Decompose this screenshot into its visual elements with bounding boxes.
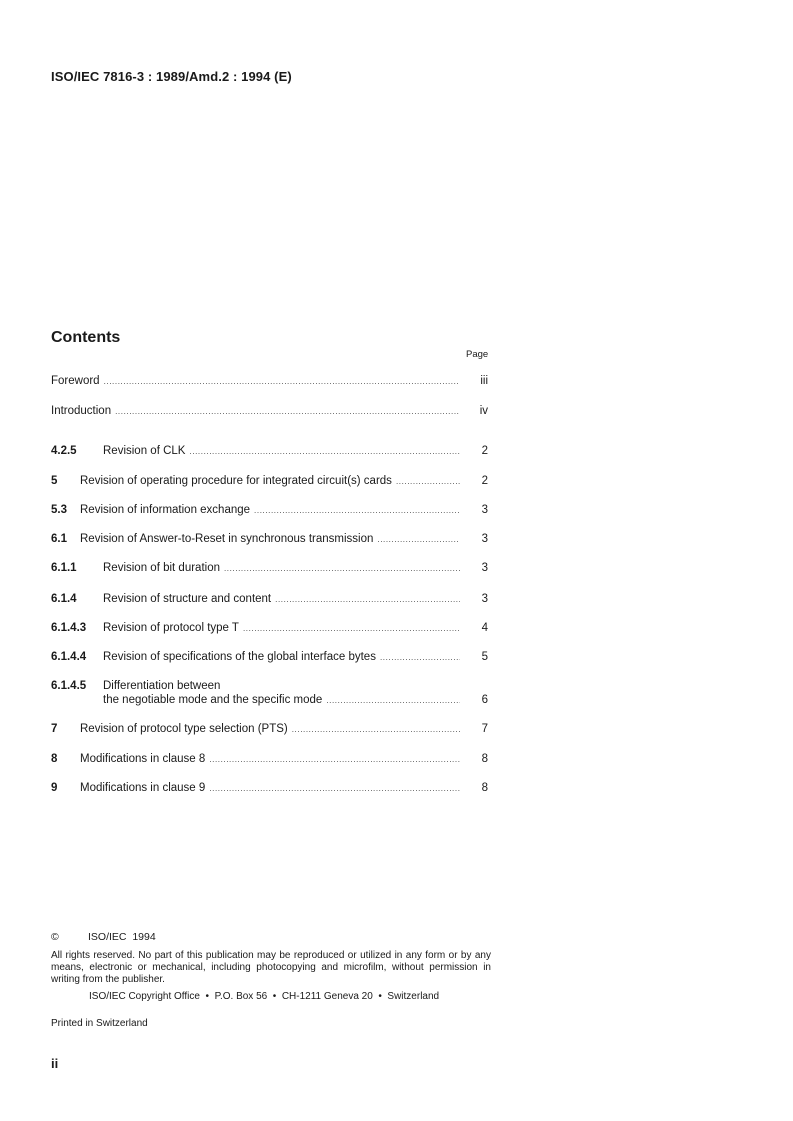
toc-number: 5.3 [51,504,67,516]
toc-page: 3 [481,562,488,574]
leader-dots [396,475,460,489]
leader-dots [326,694,460,708]
toc-number: 4.2.5 [51,445,77,457]
toc-title: Differentiation between [103,680,221,692]
page-column-label: Page [466,349,489,360]
leader-dots [224,562,460,576]
toc-title: Revision of protocol type T [103,622,239,634]
leader-dots [209,753,460,767]
toc-entry-introduction[interactable] [51,404,488,419]
page-number: ii [51,1056,59,1071]
toc-number: 6.1.4 [51,593,77,605]
toc-page: 8 [481,782,488,794]
document-identifier: ISO/IEC 7816-3 : 1989/Amd.2 : 1994 (E) [51,69,292,84]
toc-page: iii [480,375,488,387]
toc-title: Modifications in clause 9 [80,782,206,794]
leader-dots [209,782,460,796]
toc-number: 6.1.4.5 [51,680,87,692]
toc-title: Revision of operating procedure for integrated circuit(s) cards [80,475,392,487]
leader-dots [243,622,460,636]
toc-entry-6-1-4-4[interactable] [51,650,488,665]
rights-statement: All rights reserved. No part of this publication may be reproduced or utilized in any form or by any means, electronic or mechanical, including photocopying and microfilm, without permission in writing from the publisher. [51,950,491,985]
toc-title: Revision of protocol type selection (PTS) [80,723,288,735]
leader-dots [380,651,460,665]
toc-page: 2 [481,475,488,487]
toc-page: 6 [481,694,488,706]
copyright-office-address: ISO/IEC Copyright Office • P.O. Box 56 • CH-1211 Geneva 20 • Switzerland [89,991,440,1002]
toc-number: 6.1.1 [51,562,77,574]
printed-in: Printed in Switzerland [51,1018,148,1029]
toc-page: 2 [481,445,488,457]
toc-title: Revision of specifications of the global interface bytes [103,651,376,663]
leader-dots [275,593,460,607]
toc-entry-4-2-5[interactable] [51,444,488,459]
copyright-line [51,931,156,943]
toc-number: 6.1.4.3 [51,622,87,634]
toc-page: 7 [481,723,488,735]
toc-entry-5[interactable] [51,474,488,489]
toc-entry-foreword[interactable] [51,374,488,389]
leader-dots [189,445,460,459]
toc-entry-6-1-1[interactable] [51,561,488,576]
toc-entry-8[interactable] [51,752,488,767]
contents-heading: Contents [51,329,121,346]
toc-entry-6-1-4-3[interactable] [51,621,488,636]
toc-number: 9 [51,782,58,794]
toc-page: iv [479,405,488,417]
toc-page: 4 [481,622,488,634]
toc-entry-6-1[interactable] [51,532,488,547]
toc-title: Modifications in clause 8 [80,753,206,765]
leader-dots [254,504,460,518]
leader-dots [104,375,460,389]
toc-title: Foreword [51,375,100,387]
toc-number: 5 [51,475,58,487]
toc-title: Revision of information exchange [80,504,251,516]
toc-title: Revision of Answer-to-Reset in synchronous transmission [80,533,374,545]
toc-page: 8 [481,753,488,765]
toc-title-continued: the negotiable mode and the specific mode [103,694,323,706]
leader-dots [377,533,460,547]
toc-number: 7 [51,723,58,735]
copyright-symbol: © [51,931,59,943]
toc-entry-6-1-4[interactable] [51,592,488,607]
toc-page: 5 [481,651,488,663]
toc-title: Introduction [51,405,112,417]
toc-number: 6.1 [51,533,67,545]
toc-title: Revision of CLK [103,445,186,457]
toc-number: 8 [51,753,58,765]
leader-dots [292,723,460,737]
toc-entry-7[interactable] [51,722,488,737]
toc-page: 3 [481,533,488,545]
toc-page: 3 [481,504,488,516]
leader-dots [115,405,460,419]
toc-title: Revision of bit duration [103,562,220,574]
copyright-holder: ISO/IEC 1994 [88,931,156,943]
toc-entry-6-1-4-5[interactable] [51,679,488,708]
toc-number: 6.1.4.4 [51,651,87,663]
toc-entry-9[interactable] [51,781,488,796]
toc-title: Revision of structure and content [103,593,272,605]
toc-page: 3 [481,593,488,605]
toc-entry-5-3[interactable] [51,503,488,518]
